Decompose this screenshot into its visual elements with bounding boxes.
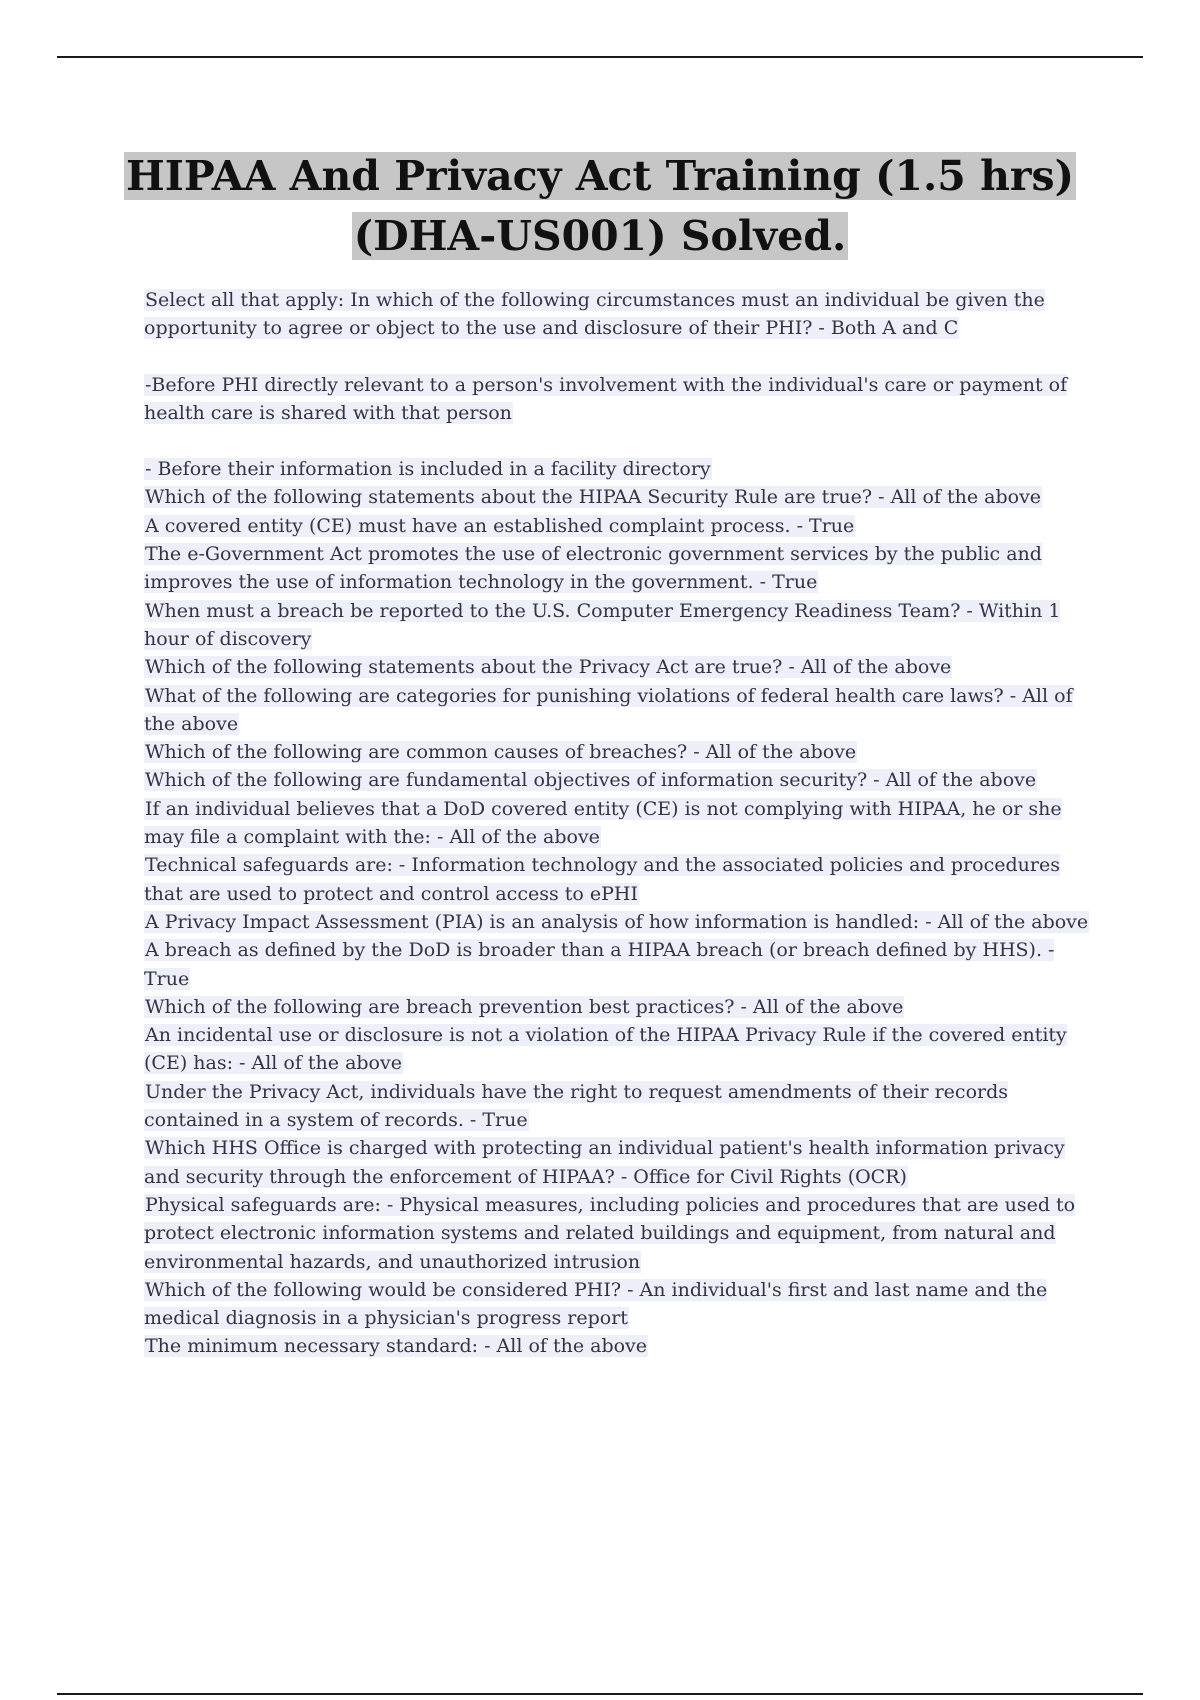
qa-line (144, 1332, 1094, 1360)
bottom-rule (57, 1693, 1143, 1695)
qa-line-text: What of the following are categories for punishing violations of federal health care laws? - All of the above (144, 684, 1073, 735)
qa-line-text: Which of the following are common causes of breaches? - All of the above (145, 741, 857, 764)
document-body (144, 286, 1094, 1361)
qa-line (144, 766, 1094, 794)
qa-line-text: Which of the following are breach prevention best practices? - All of the above (145, 995, 904, 1018)
paragraph (144, 371, 1094, 428)
qa-line (144, 1021, 1094, 1078)
qa-line (144, 512, 1094, 540)
qa-line-text: A breach as defined by the DoD is broader than a HIPAA breach (or breach defined by HHS). - True (144, 939, 1055, 990)
qa-line-text: If an individual believes that a DoD covered entity (CE) is not complying with HIPAA, he or she may file a complaint with the: - All of the above (144, 797, 1062, 849)
qa-line-text: Under the Privacy Act, individuals have the right to request amendments of their records contained in a system of records. - True (144, 1080, 1009, 1132)
qa-line (144, 483, 1094, 511)
qa-line-text: An incidental use or disclosure is not a violation of the HIPAA Privacy Rule if the covered entity (CE) has: - All of the above (144, 1024, 1067, 1075)
qa-line (144, 455, 1094, 483)
qa-line-text: Which of the following statements about the Privacy Act are true? - All of the above (145, 656, 952, 679)
qa-line (144, 653, 1094, 681)
qa-line (144, 908, 1094, 936)
qa-line-text: Technical safeguards are: - Information technology and the associated policies and procedures that are used to protect and control access to ePHI (144, 854, 1060, 905)
qa-line (144, 1276, 1094, 1333)
paragraph (144, 286, 1094, 343)
title-line-2: (DHA-US001) Solved. (353, 212, 847, 260)
qa-line (144, 738, 1094, 766)
qa-line-text: Which HHS Office is charged with protecting an individual patient's health information privacy and security through the enforcement of HIPAA? - Office for Civil Rights (OCR) (144, 1137, 1065, 1188)
qa-line (144, 540, 1094, 597)
qa-line (144, 993, 1094, 1021)
qa-line-text: A covered entity (CE) must have an established complaint process. - True (145, 514, 855, 537)
qa-line (144, 795, 1094, 852)
qa-line-text: The minimum necessary standard: - All of the above (145, 1335, 648, 1358)
qa-line-text: The e-Government Act promotes the use of electronic government services by the public and improves the use of information technology in the government. - True (144, 543, 1042, 594)
qa-line-text: - Before their information is included in a facility directory (145, 458, 711, 481)
top-rule (57, 56, 1143, 58)
qa-line-text: Physical safeguards are: - Physical measures, including policies and procedures that are used to protect electronic information systems and related buildings and equipment, from natural and environmental hazards, and unauthorized intrusion (144, 1193, 1076, 1273)
qa-line (144, 1191, 1094, 1276)
qa-line (144, 682, 1094, 739)
qa-line (144, 597, 1094, 654)
paragraph-text: -Before PHI directly relevant to a person's involvement with the individual's care or payment of health care is shared with that person (144, 373, 1068, 424)
qa-line-text: Which of the following are fundamental objectives of information security? - All of the above (145, 769, 1037, 792)
qa-line-text: Which of the following would be considered PHI? - An individual's first and last name and the medical diagnosis in a physician's progress report (144, 1278, 1048, 1330)
qa-line-text: When must a breach be reported to the U.S. Computer Emergency Readiness Team? - Within 1 hour of discovery (144, 599, 1061, 650)
title-line-1: HIPAA And Privacy Act Training (1.5 hrs) (126, 152, 1074, 200)
qa-line (144, 1134, 1094, 1191)
qa-line-text: Which of the following statements about the HIPAA Security Rule are true? - All of the above (145, 486, 1042, 509)
qa-line-text: A Privacy Impact Assessment (PIA) is an analysis of how information is handled: - All of the above (145, 910, 1089, 933)
qa-line (144, 851, 1094, 908)
qa-line (144, 1078, 1094, 1135)
paragraph-text: Select all that apply: In which of the following circumstances must an individual be given the opportunity to agree or object to the use and disclosure of their PHI? - Both A and C (144, 289, 1045, 340)
qa-line (144, 936, 1094, 993)
page-title (60, 146, 1140, 266)
